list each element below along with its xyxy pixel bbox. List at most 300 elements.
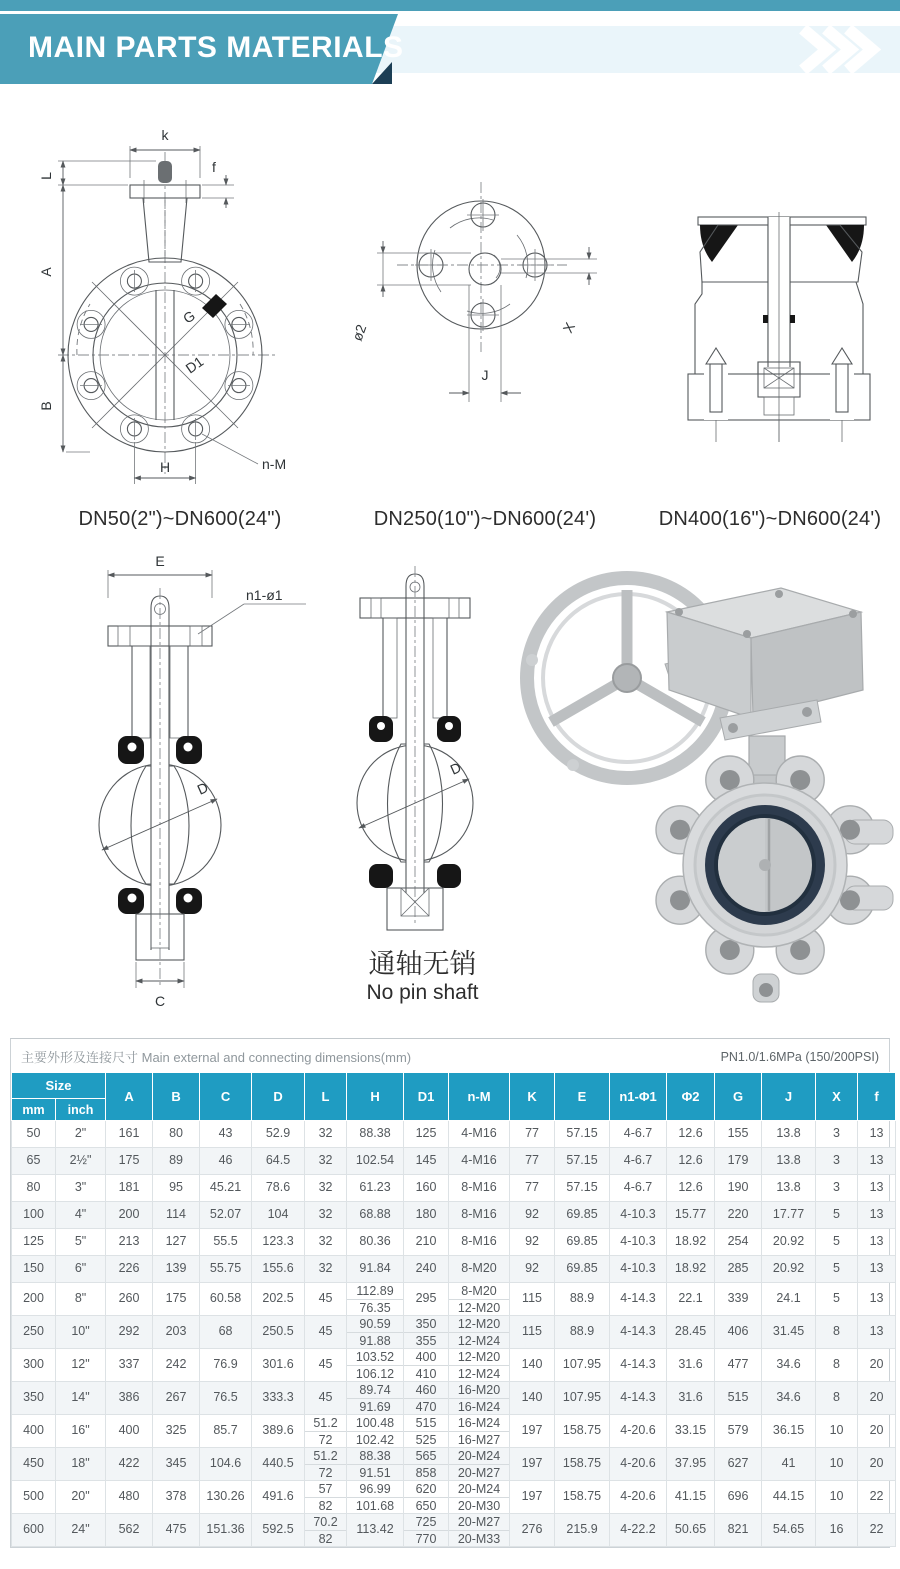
table-cell: 12" [56,1349,106,1382]
table-subvalue: 620 [415,1482,437,1496]
table-cell: 50.65 [667,1514,715,1547]
table-cell: 18.92 [667,1256,715,1283]
table-cell [347,1349,404,1382]
table-cell [305,1448,347,1481]
table-cell: 12.6 [667,1175,715,1202]
table-cell [449,1514,510,1547]
table-subvalue: 112.89 [356,1284,394,1298]
table-cell: 4-10.3 [610,1229,667,1256]
table-cell: 386 [106,1382,153,1415]
table-cell: 13 [858,1175,896,1202]
table-subvalue: 96.99 [359,1482,391,1496]
table-cell: 32 [305,1175,347,1202]
table-cell: 3 [816,1121,858,1148]
column-header-J: J [762,1073,816,1121]
table-cell: 592.5 [252,1514,305,1547]
table-cell [404,1316,449,1349]
table-cell: 31.6 [667,1382,715,1415]
table-subvalue: 400 [415,1350,437,1364]
table-row [12,1283,896,1316]
table-cell: 14" [56,1382,106,1415]
table-cell: 20 [858,1415,896,1448]
table-cell: 2½" [56,1148,106,1175]
table-cell: 13.8 [762,1121,816,1148]
dim-label-D1: D1 [182,353,207,377]
table-cell: 52.07 [200,1202,252,1229]
table-cell [305,1415,347,1448]
drawing-caption: DN250(10")~DN600(24') [373,508,597,530]
table-cell: 4-14.3 [610,1349,667,1382]
table-cell: 32 [305,1148,347,1175]
table-subvalue: 515 [415,1416,437,1430]
table-cell [305,1514,347,1547]
table-subvalue: 525 [404,1431,448,1447]
table-cell: 44.15 [762,1481,816,1514]
table-cell: 181 [106,1175,153,1202]
table-cell: 4-14.3 [610,1283,667,1316]
column-header-D: D [252,1073,305,1121]
table-cell: 158.75 [555,1415,610,1448]
table-cell [449,1316,510,1349]
table-cell: 696 [715,1481,762,1514]
table-cell: 69.85 [555,1229,610,1256]
table-cell: 579 [715,1415,762,1448]
table-title: 主要外形及连接尺寸 Main external and connecting dimensions(mm) [21,1050,412,1065]
table-cell: 34.6 [762,1382,816,1415]
table-cell: 45 [305,1316,347,1349]
dim-label-L: L [38,172,54,180]
table-cell: 13 [858,1148,896,1175]
drawing-front-view [30,112,330,531]
table-cell: 69.85 [555,1256,610,1283]
table-cell: 475 [153,1514,200,1547]
table-cell: 68.88 [347,1202,404,1229]
table-cell: 500 [12,1481,56,1514]
table-cell: 155 [715,1121,762,1148]
table-cell: 41.15 [667,1481,715,1514]
table-cell: 145 [404,1148,449,1175]
table-row [12,1514,896,1547]
dim-label-A: A [38,267,54,277]
table-cell: 37.95 [667,1448,715,1481]
column-header-f: f [858,1073,896,1121]
table-cell: 57.15 [555,1175,610,1202]
table-subvalue: 470 [404,1398,448,1414]
table-cell: 337 [106,1349,153,1382]
table-cell [404,1514,449,1547]
table-cell: 45 [305,1283,347,1316]
table-cell: 20 [858,1349,896,1382]
table-cell [449,1415,510,1448]
table-cell: 250 [12,1316,56,1349]
table-cell: 50 [12,1121,56,1148]
table-cell: 16" [56,1415,106,1448]
table-cell: 150 [12,1256,56,1283]
table-cell: 406 [715,1316,762,1349]
table-cell: 4-10.3 [610,1202,667,1229]
table-cell: 80 [153,1121,200,1148]
table-cell: 12.6 [667,1121,715,1148]
table-row [12,1481,896,1514]
table-cell: 333.3 [252,1382,305,1415]
table-subvalue: 858 [404,1464,448,1480]
table-cell: 77 [510,1175,555,1202]
table-cell: 400 [106,1415,153,1448]
table-subvalue: 91.69 [347,1398,403,1414]
size-header: Size [12,1073,106,1099]
table-cell: 91.84 [347,1256,404,1283]
table-cell: 4" [56,1202,106,1229]
table-subvalue: 350 [415,1317,437,1331]
table-subvalue: 103.52 [355,1350,395,1364]
table-row [12,1229,896,1256]
table-cell: 422 [106,1448,153,1481]
table-subvalue: 57 [318,1482,333,1496]
table-cell: 100 [12,1202,56,1229]
table-cell: 339 [715,1283,762,1316]
table-cell: 2" [56,1121,106,1148]
table-cell: 477 [715,1349,762,1382]
table-cell: 32 [305,1202,347,1229]
table-cell: 10 [816,1448,858,1481]
table-cell: 8 [816,1349,858,1382]
table-subvalue: 565 [415,1449,437,1463]
stem-section-diagram [640,112,900,497]
table-cell: 4-14.3 [610,1382,667,1415]
table-row [12,1148,896,1175]
table-cell: 22 [858,1481,896,1514]
table-cell: 33.15 [667,1415,715,1448]
table-cell: 13 [858,1316,896,1349]
table-cell: 46 [200,1148,252,1175]
table-cell: 127 [153,1229,200,1256]
table-cell: 480 [106,1481,153,1514]
table-cell: 55.75 [200,1256,252,1283]
table-subvalue: 51.2 [313,1416,338,1430]
table-cell: 77 [510,1121,555,1148]
column-header-D1: D1 [404,1073,449,1121]
table-cell: 6" [56,1256,106,1283]
top-flange-diagram [345,112,625,497]
table-cell: 41 [762,1448,816,1481]
column-header-A: A [106,1073,153,1121]
table-cell: 104.6 [200,1448,252,1481]
table-row [12,1415,896,1448]
table-cell: 10" [56,1316,106,1349]
table-subvalue: 12-M20 [457,1350,501,1364]
table-cell: 5 [816,1202,858,1229]
dim-label-n1-phi1: n1-ø1 [246,587,283,603]
dim-label-J: J [481,367,489,383]
table-cell: 13 [858,1121,896,1148]
table-cell: 179 [715,1148,762,1175]
table-cell: 89 [153,1148,200,1175]
table-cell: 92 [510,1256,555,1283]
dim-label-f: f [212,159,216,175]
column-header-E: E [555,1073,610,1121]
table-cell [449,1349,510,1382]
valve-photo [515,550,900,1017]
table-cell: 36.15 [762,1415,816,1448]
table-cell: 8 [816,1382,858,1415]
table-subvalue: 51.2 [313,1449,338,1463]
column-header-L: L [305,1073,347,1121]
table-subvalue: 16-M20 [457,1383,501,1397]
table-cell [449,1481,510,1514]
table-cell: 242 [153,1349,200,1382]
table-cell: 200 [106,1202,153,1229]
table-cell: 440.5 [252,1448,305,1481]
table-cell: 34.6 [762,1349,816,1382]
table-cell: 31.6 [667,1349,715,1382]
table-subvalue: 76.35 [347,1299,403,1315]
table-cell: 65 [12,1148,56,1175]
valve-photo-graphic [515,550,900,1012]
table-cell: 197 [510,1415,555,1448]
table-cell: 8-M20 [449,1256,510,1283]
table-subvalue: 770 [404,1530,448,1546]
table-cell: 300 [12,1349,56,1382]
side-section-diagram [48,548,318,1013]
table-cell: 220 [715,1202,762,1229]
drawing-side-section [48,548,318,1018]
table-cell: 3 [816,1175,858,1202]
table-cell [404,1481,449,1514]
table-cell: 69.85 [555,1202,610,1229]
table-cell: 627 [715,1448,762,1481]
table-cell: 77 [510,1148,555,1175]
table-cell [305,1481,347,1514]
dim-label-B: B [38,401,54,411]
table-cell: 202.5 [252,1283,305,1316]
top-strip [0,0,900,11]
table-subvalue: 100.48 [355,1416,395,1430]
drawing-caption: DN50(2")~DN600(24") [78,508,282,530]
table-cell: 3 [816,1148,858,1175]
table-cell: 4-6.7 [610,1148,667,1175]
table-row [12,1256,896,1283]
table-cell: 5" [56,1229,106,1256]
table-cell: 515 [715,1382,762,1415]
table-cell: 130.26 [200,1481,252,1514]
table-cell: 5 [816,1283,858,1316]
table-cell: 80 [12,1175,56,1202]
table-cell [404,1349,449,1382]
table-cell: 8" [56,1283,106,1316]
table-cell: 5 [816,1256,858,1283]
table-cell: 8 [816,1316,858,1349]
table-cell: 158.75 [555,1448,610,1481]
column-header-X: X [816,1073,858,1121]
pressure-rating: PN1.0/1.6MPa (150/200PSI) [720,1049,879,1064]
table-subvalue: 20-M27 [457,1515,501,1529]
table-cell: 200 [12,1283,56,1316]
table-cell: 107.95 [555,1349,610,1382]
table-subvalue: 12-M24 [449,1365,509,1381]
table-cell: 20" [56,1481,106,1514]
table-cell: 45 [305,1382,347,1415]
table-cell [347,1481,404,1514]
table-subvalue: 410 [404,1365,448,1381]
table-cell: 88.38 [347,1121,404,1148]
table-cell: 104 [252,1202,305,1229]
table-cell: 43 [200,1121,252,1148]
dim-label-X: X [559,319,579,336]
column-header-n1-Φ1: n1-Φ1 [610,1073,667,1121]
table-cell: 45.21 [200,1175,252,1202]
table-subvalue: 89.74 [359,1383,391,1397]
table-cell: 45 [305,1349,347,1382]
table-cell: 4-6.7 [610,1121,667,1148]
table-cell: 54.65 [762,1514,816,1547]
table-cell: 491.6 [252,1481,305,1514]
table-cell: 78.6 [252,1175,305,1202]
table-row [12,1175,896,1202]
table-cell: 4-20.6 [610,1481,667,1514]
table-cell: 24.1 [762,1283,816,1316]
table-cell: 215.9 [555,1514,610,1547]
dim-label-C: C [154,993,166,1009]
dim-label-G: G [180,307,198,327]
dim-label-k: k [161,127,169,143]
table-cell: 4-20.6 [610,1415,667,1448]
dim-label-D: D [194,779,211,798]
table-cell [404,1415,449,1448]
table-cell: 114 [153,1202,200,1229]
table-cell: 197 [510,1448,555,1481]
table-subvalue: 90.59 [359,1317,391,1331]
table-cell: 24" [56,1514,106,1547]
page-title: MAIN PARTS MATERIALS [28,31,404,64]
header-banner [0,0,900,100]
table-cell: 113.42 [347,1514,404,1547]
table-cell: 254 [715,1229,762,1256]
table-cell: 210 [404,1229,449,1256]
table-cell: 301.6 [252,1349,305,1382]
table-cell [347,1316,404,1349]
table-subvalue: 106.12 [347,1365,403,1381]
table-subvalue: 12-M20 [457,1317,501,1331]
column-header-C: C [200,1073,252,1121]
table-row [12,1202,896,1229]
table-cell [449,1283,510,1316]
table-subvalue: 355 [404,1332,448,1348]
table-cell: 4-M16 [449,1148,510,1175]
dim-label-n-M: n-M [262,456,287,472]
table-subvalue: 20-M24 [457,1449,501,1463]
dim-label-phi2: ø2 [348,322,370,344]
dim-label-H: H [159,459,171,475]
table-cell: 160 [404,1175,449,1202]
table-cell: 203 [153,1316,200,1349]
table-subvalue: 16-M24 [457,1416,501,1430]
table-cell: 115 [510,1283,555,1316]
table-cell: 107.95 [555,1382,610,1415]
table-cell: 295 [404,1283,449,1316]
table-cell: 267 [153,1382,200,1415]
table-cell: 350 [12,1382,56,1415]
table-cell: 13 [858,1256,896,1283]
table-subvalue: 101.68 [347,1497,403,1513]
table-cell: 8-M16 [449,1202,510,1229]
table-cell: 80.36 [347,1229,404,1256]
table-cell: 180 [404,1202,449,1229]
table-cell: 4-M16 [449,1121,510,1148]
table-cell: 13.8 [762,1148,816,1175]
table-cell: 250.5 [252,1316,305,1349]
column-header-Φ2: Φ2 [667,1073,715,1121]
table-cell: 260 [106,1283,153,1316]
caption-english: No pin shaft [366,981,479,1004]
table-cell: 3" [56,1175,106,1202]
table-row [12,1349,896,1382]
table-subvalue: 20-M30 [449,1497,509,1513]
table-cell [347,1382,404,1415]
table-cell: 20 [858,1448,896,1481]
table-cell: 57.15 [555,1121,610,1148]
table-cell: 285 [715,1256,762,1283]
dimensions-grid [11,1072,896,1547]
table-cell: 64.5 [252,1148,305,1175]
table-cell: 20.92 [762,1256,816,1283]
table-cell: 32 [305,1121,347,1148]
table-cell [347,1283,404,1316]
table-subvalue: 12-M24 [449,1332,509,1348]
table-cell: 10 [816,1415,858,1448]
table-cell: 600 [12,1514,56,1547]
unit-header-mm: mm [12,1099,56,1121]
table-cell: 226 [106,1256,153,1283]
table-cell: 155.6 [252,1256,305,1283]
no-pin-diagram [325,548,520,933]
table-title-row [11,1039,889,1072]
table-cell: 139 [153,1256,200,1283]
column-header-n-M: n-M [449,1073,510,1121]
table-subvalue: 72 [305,1431,346,1447]
table-cell [347,1448,404,1481]
table-cell: 52.9 [252,1121,305,1148]
table-subvalue: 16-M27 [449,1431,509,1447]
table-cell: 18.92 [667,1229,715,1256]
table-cell [449,1382,510,1415]
table-subvalue: 12-M20 [449,1299,509,1315]
table-cell: 389.6 [252,1415,305,1448]
table-cell: 20.92 [762,1229,816,1256]
drawing-caption: DN400(16")~DN600(24') [658,508,882,530]
table-cell: 92 [510,1202,555,1229]
valve-body [656,756,893,1002]
table-cell: 4-10.3 [610,1256,667,1283]
table-cell: 8-M16 [449,1175,510,1202]
table-subvalue: 8-M20 [461,1284,497,1298]
table-cell: 4-14.3 [610,1316,667,1349]
table-cell [449,1448,510,1481]
table-cell: 13 [858,1229,896,1256]
unit-header-inch: inch [56,1099,106,1121]
table-cell: 76.9 [200,1349,252,1382]
table-cell: 276 [510,1514,555,1547]
table-subvalue: 20-M24 [457,1482,501,1496]
table-cell: 102.54 [347,1148,404,1175]
table-cell: 115 [510,1316,555,1349]
table-cell: 13 [858,1283,896,1316]
table-cell: 345 [153,1448,200,1481]
table-subvalue: 82 [305,1530,346,1546]
table-cell: 4-22.2 [610,1514,667,1547]
table-cell: 4-6.7 [610,1175,667,1202]
front-view-diagram [30,112,330,497]
table-cell: 22 [858,1514,896,1547]
